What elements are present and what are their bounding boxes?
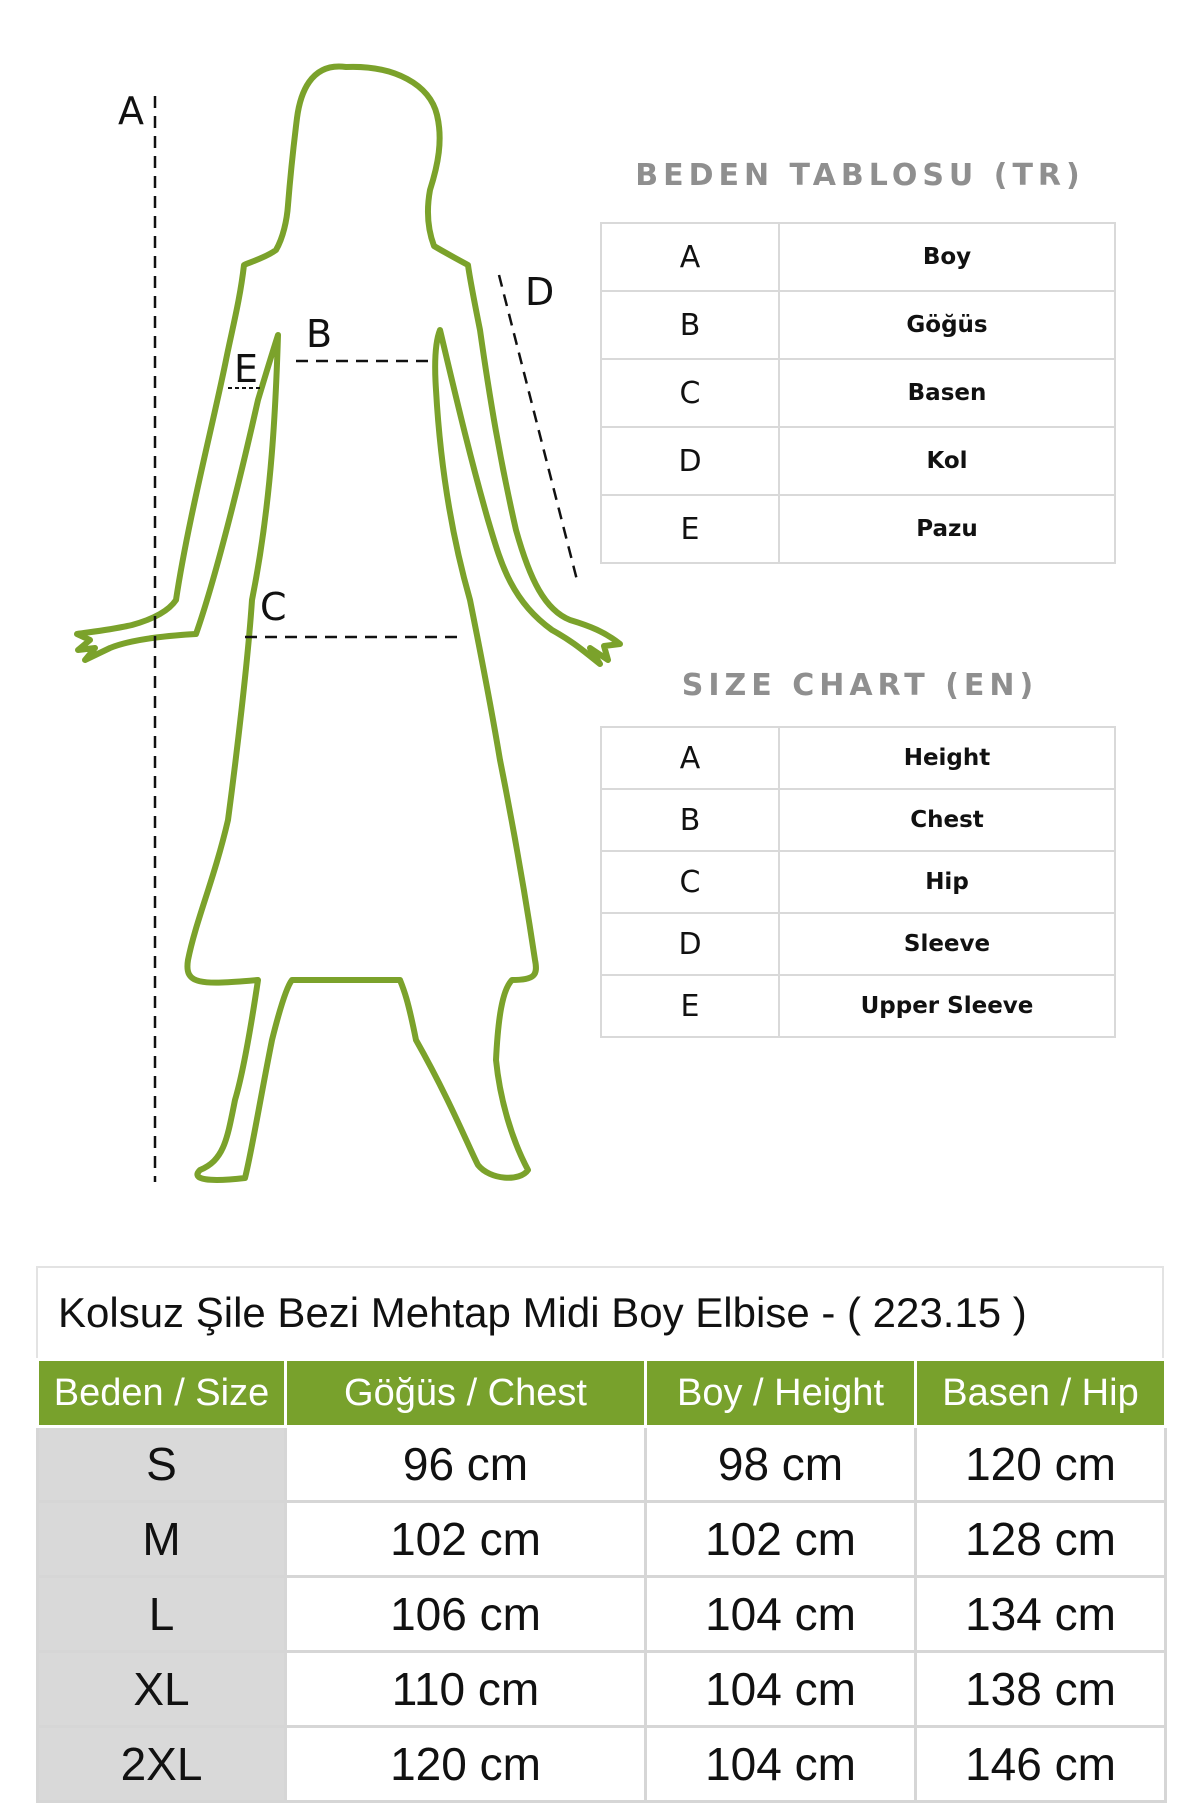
- size-cell: M: [38, 1502, 286, 1577]
- key-cell: C: [601, 359, 779, 427]
- hip-cell: 120 cm: [916, 1427, 1166, 1502]
- value-cell: Hip: [779, 851, 1115, 913]
- size-table: [36, 1358, 1167, 1803]
- value-cell: Pazu: [779, 495, 1115, 563]
- size-cell: S: [38, 1427, 286, 1502]
- key-cell: E: [601, 495, 779, 563]
- table-row: [601, 427, 1115, 495]
- key-cell: A: [601, 223, 779, 291]
- key-cell: D: [601, 913, 779, 975]
- height-cell: 98 cm: [646, 1427, 916, 1502]
- dress-figure-illustration: [0, 0, 640, 1200]
- key-cell: D: [601, 427, 779, 495]
- label-b: B: [306, 312, 333, 356]
- table-row: [601, 291, 1115, 359]
- table-row: [38, 1502, 1166, 1577]
- table-row: [601, 727, 1115, 789]
- en-key-table: [600, 726, 1116, 1038]
- table-row: [601, 359, 1115, 427]
- header-height: Boy / Height: [646, 1360, 916, 1427]
- table-row: [601, 495, 1115, 563]
- hip-cell: 128 cm: [916, 1502, 1166, 1577]
- tr-section-title: BEDEN TABLOSU (TR): [635, 158, 1085, 193]
- value-cell: Kol: [779, 427, 1115, 495]
- key-cell: C: [601, 851, 779, 913]
- tr-key-table: [600, 222, 1116, 564]
- height-cell: 104 cm: [646, 1652, 916, 1727]
- table-row: [601, 789, 1115, 851]
- key-cell: E: [601, 975, 779, 1037]
- hip-cell: 146 cm: [916, 1727, 1166, 1802]
- table-row: [601, 975, 1115, 1037]
- header-size: Beden / Size: [38, 1360, 286, 1427]
- table-row: [38, 1727, 1166, 1802]
- hip-cell: 138 cm: [916, 1652, 1166, 1727]
- header-chest: Göğüs / Chest: [286, 1360, 646, 1427]
- height-cell: 102 cm: [646, 1502, 916, 1577]
- value-cell: Height: [779, 727, 1115, 789]
- height-cell: 104 cm: [646, 1577, 916, 1652]
- chest-cell: 102 cm: [286, 1502, 646, 1577]
- table-row: [38, 1577, 1166, 1652]
- hip-cell: 134 cm: [916, 1577, 1166, 1652]
- chest-cell: 106 cm: [286, 1577, 646, 1652]
- table-row: [601, 851, 1115, 913]
- table-row: [38, 1652, 1166, 1727]
- product-title: Kolsuz Şile Bezi Mehtap Midi Boy Elbise - ( 223.15 ): [36, 1266, 1164, 1358]
- value-cell: Göğüs: [779, 291, 1115, 359]
- label-d: D: [525, 270, 555, 314]
- value-cell: Sleeve: [779, 913, 1115, 975]
- en-section-title: SIZE CHART (EN): [681, 668, 1039, 703]
- product-size-section: [36, 1266, 1164, 1803]
- key-cell: A: [601, 727, 779, 789]
- value-cell: Chest: [779, 789, 1115, 851]
- dress-silhouette-outline: [77, 66, 620, 1179]
- label-a: A: [118, 89, 144, 133]
- height-cell: 104 cm: [646, 1727, 916, 1802]
- label-c: C: [260, 585, 287, 629]
- key-cell: B: [601, 789, 779, 851]
- size-cell: 2XL: [38, 1727, 286, 1802]
- sleeve-measure-line: [499, 270, 577, 580]
- label-e: E: [234, 347, 259, 391]
- value-cell: Boy: [779, 223, 1115, 291]
- header-hip: Basen / Hip: [916, 1360, 1166, 1427]
- table-row: [601, 913, 1115, 975]
- chest-cell: 110 cm: [286, 1652, 646, 1727]
- size-table-header-row: [38, 1360, 1166, 1427]
- key-cell: B: [601, 291, 779, 359]
- table-row: [38, 1427, 1166, 1502]
- value-cell: Basen: [779, 359, 1115, 427]
- value-cell: Upper Sleeve: [779, 975, 1115, 1037]
- chest-cell: 120 cm: [286, 1727, 646, 1802]
- size-cell: L: [38, 1577, 286, 1652]
- size-cell: XL: [38, 1652, 286, 1727]
- table-row: [601, 223, 1115, 291]
- chest-cell: 96 cm: [286, 1427, 646, 1502]
